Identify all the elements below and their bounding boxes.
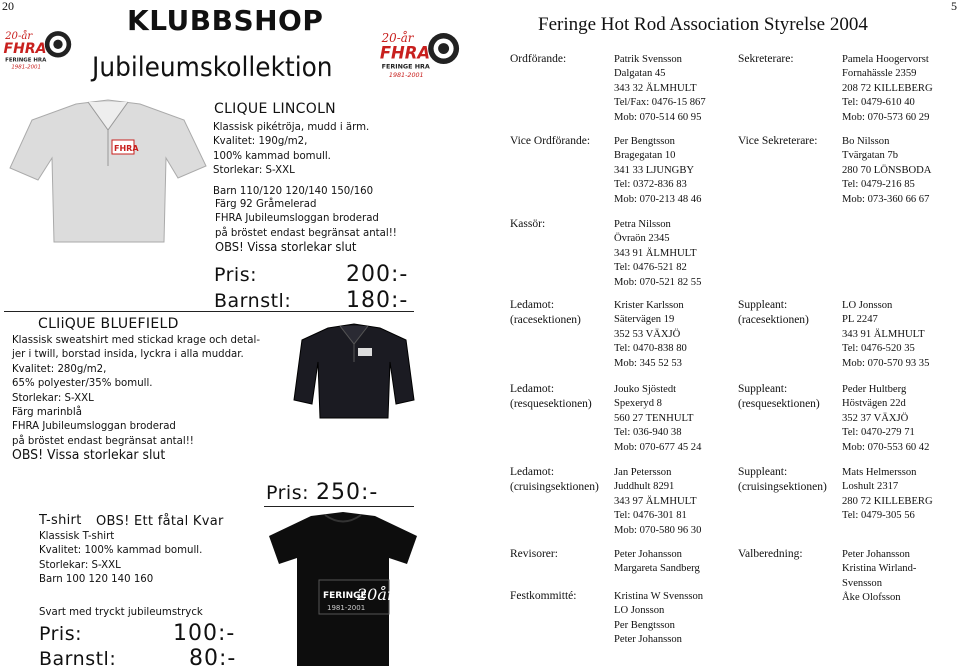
board-role-line: Ordförande: — [510, 53, 567, 65]
contact-line: Tel/Fax: 0476-15 867 — [614, 97, 706, 109]
contact-line: 343 91 ÄLMHULT — [842, 328, 925, 340]
board-role-line: Ledamot: — [510, 466, 555, 478]
logo-years-text: 1981-2001 — [388, 70, 424, 79]
product-color-lincoln — [215, 197, 397, 255]
board-role — [738, 465, 827, 494]
contact-line: 352 37 VÄXJÖ — [842, 412, 909, 424]
sweatshirt-image — [292, 322, 416, 422]
member-name: LO Jonsson — [842, 300, 893, 311]
board-role — [510, 134, 590, 149]
product-desc-bluefield — [12, 333, 260, 448]
contact-line: Tel: 036-940 38 — [614, 427, 682, 439]
board-contact — [842, 53, 933, 125]
member-name: Peter Johansson — [614, 549, 682, 560]
contact-line: PL 2247 — [842, 314, 878, 326]
board-role — [510, 217, 545, 232]
desc-line: Storlekar: S-XXL — [39, 558, 121, 571]
product-title-lincoln: CLIQUE LINCOLN — [214, 101, 336, 117]
desc-line: Klassisk pikétröja, mudd i ärm. — [213, 121, 370, 133]
divider — [4, 311, 414, 312]
board-contact — [614, 135, 701, 207]
price-label: Pris: — [214, 264, 258, 286]
print-line: Svart med tryckt jubileumstryck — [39, 606, 203, 618]
contact-line: Svensson — [842, 577, 883, 589]
contact-line: Spexeryd 8 — [614, 398, 662, 410]
tshirt-image — [267, 510, 419, 668]
board-role-line: Revisorer: — [510, 548, 558, 560]
divider — [264, 506, 414, 507]
contact-line: Tel: 0476-520 35 — [842, 343, 915, 355]
board-role-line: Ledamot: — [510, 299, 555, 311]
contact-line: Mob: 070-213 48 46 — [614, 193, 702, 205]
contact-line: Höstvägen 22d — [842, 398, 906, 410]
board-role — [738, 134, 817, 149]
svg-text:20år: 20år — [357, 585, 395, 604]
board-role-line: Sekreterare: — [738, 53, 794, 65]
board-role-line: Ledamot: — [510, 383, 555, 395]
contact-line: 343 32 ÄLMHULT — [614, 82, 697, 94]
contact-line: 280 72 KILLEBERG — [842, 495, 933, 507]
notice-text: OBS! Vissa storlekar slut — [215, 240, 357, 255]
svg-text:1981-2001: 1981-2001 — [327, 604, 366, 612]
contact-line: Mob: 070-521 82 55 — [614, 276, 702, 288]
logo-fhra-text: FHRA — [3, 40, 47, 57]
board-role-line: (cruisingsektionen) — [510, 480, 599, 493]
board-role — [510, 547, 558, 562]
contact-line: Margareta Sandberg — [614, 563, 700, 575]
notice-text: OBS! Vissa storlekar slut — [12, 448, 166, 463]
board-role-line: (resquesektionen) — [738, 397, 820, 410]
desc-line: Klassisk sweatshirt med stickad krage och detal- — [12, 334, 260, 346]
contact-line: Loshult 2317 — [842, 481, 899, 493]
product-title-bluefield: CLIiQUE BLUEFIELD — [38, 316, 179, 332]
contact-line: 208 72 KILLEBERG — [842, 82, 933, 94]
desc-line: Färg marinblå — [12, 406, 82, 419]
svg-text:FERINGE: FERINGE — [323, 591, 367, 601]
contact-line: Tel: 0479-216 85 — [842, 179, 915, 191]
board-contact — [842, 466, 933, 524]
desc-line: på bröstet endast begränsat antal!! — [12, 434, 194, 447]
board-contact — [614, 466, 701, 538]
fhra-logo-icon — [2, 26, 72, 72]
contact-line: Mob: 070-570 93 35 — [842, 357, 930, 369]
product-desc-tshirt — [39, 529, 202, 587]
member-price-value: 80:- — [189, 646, 237, 671]
svg-text:FHRA: FHRA — [114, 144, 139, 153]
board-role-line: Suppleant: — [738, 299, 788, 311]
board-contact — [842, 548, 916, 606]
left-page-number: 20 — [2, 0, 14, 13]
board-title: Feringe Hot Rod Association Styrelse 2004 — [538, 14, 868, 35]
contact-line: 352 53 VÄXJÖ — [614, 328, 681, 340]
board-contact — [842, 135, 931, 207]
logo-20ar-text: 20-år — [381, 31, 414, 46]
price-value: 250:- — [316, 480, 379, 505]
page-heading: KLUBBSHOP — [127, 4, 324, 37]
member-name: Jouko Sjöstedt — [614, 384, 677, 395]
logo-fhra-text: FHRA — [379, 43, 431, 63]
contact-line: Övraön 2345 — [614, 233, 670, 245]
board-contact — [614, 590, 703, 648]
board-role-line: Vice Sekreterare: — [738, 135, 818, 147]
member-name: Peter Johansson — [842, 549, 910, 560]
member-name: Peder Hultberg — [842, 384, 907, 395]
price-label: Pris: — [266, 482, 310, 504]
board-role — [510, 382, 592, 411]
board-contact — [842, 299, 929, 371]
member-price-value: 180:- — [346, 288, 409, 313]
board-role — [738, 547, 803, 562]
notice-text: OBS! Ett fåtal Kvar — [96, 514, 224, 529]
contact-line: Mob: 073-360 66 67 — [842, 193, 930, 205]
contact-line: 343 97 ÄLMHULT — [614, 495, 697, 507]
product-desc-lincoln — [213, 120, 373, 198]
contact-line: 280 70 LÖNSBODA — [842, 164, 932, 176]
logo-feringe-text: FERINGE HRA — [5, 57, 47, 64]
logo-20ar-text: 20-år — [5, 30, 33, 42]
board-role-line: (resquesektionen) — [510, 397, 592, 410]
contact-line: Mob: 345 52 53 — [614, 357, 682, 369]
desc-line: Barn 100 120 140 160 — [39, 573, 154, 586]
polo-shirt-image — [6, 96, 211, 246]
price-value: 100:- — [173, 621, 236, 646]
page-subheading: Jubileumskollektion — [92, 52, 333, 83]
member-name: Kristina W Svensson — [614, 591, 704, 602]
desc-line: Kvalitet: 100% kammad bomull. — [39, 544, 203, 557]
desc-line: Barn 110/120 120/140 150/160 — [213, 184, 374, 197]
desc-line: Storlekar: S-XXL — [213, 164, 295, 177]
contact-line: Tel: 0372-836 83 — [614, 179, 687, 191]
board-role-line: Festkommitté: — [510, 590, 577, 602]
contact-line: Mob: 070-573 60 29 — [842, 111, 930, 123]
contact-line: Dalgatan 45 — [614, 68, 666, 80]
desc-line: FHRA Jubileumsloggan broderad — [12, 420, 176, 433]
fhra-logo-icon — [378, 28, 460, 80]
board-role — [510, 589, 576, 604]
member-name: Krister Karlsson — [614, 300, 684, 311]
member-price-label: Barnstl: — [214, 290, 292, 312]
board-contact — [614, 53, 706, 125]
desc-line: Kvalitet: 190g/m2, — [213, 135, 308, 148]
member-name: Pamela Hoogervorst — [842, 54, 929, 65]
contact-line: Peter Johansson — [614, 634, 682, 646]
board-role-line: (racesektionen) — [510, 313, 581, 326]
contact-line: Tel: 0479-305 56 — [842, 510, 915, 522]
product-title-tshirt: T-shirt — [39, 513, 82, 528]
member-name: Bo Nilsson — [842, 136, 890, 147]
board-contact — [614, 383, 701, 455]
board-contact — [614, 548, 700, 577]
board-role — [510, 465, 599, 494]
contact-line: Mob: 070-580 96 30 — [614, 524, 702, 536]
contact-line: 341 33 LJUNGBY — [614, 164, 695, 176]
board-contact — [614, 299, 687, 371]
contact-line: Mob: 070-553 60 42 — [842, 441, 930, 453]
contact-line: 560 27 TENHULT — [614, 412, 694, 424]
member-name: Jan Petersson — [614, 467, 672, 478]
desc-line: på bröstet endast begränsat antal!! — [215, 226, 397, 239]
board-contact — [614, 218, 701, 290]
contact-line: Tel: 0476-521 82 — [614, 262, 687, 274]
contact-line: Juddhult 8291 — [614, 481, 675, 493]
contact-line: Sätervägen 19 — [614, 314, 675, 326]
contact-line: Tel: 0470-838 80 — [614, 343, 687, 355]
right-page-number: 5 — [951, 0, 957, 13]
contact-line: Tel: 0479-610 40 — [842, 97, 915, 109]
desc-line: 65% polyester/35% bomull. — [12, 377, 153, 390]
member-name: Mats Helmersson — [842, 467, 917, 478]
desc-line: Kvalitet: 280g/m2, — [12, 362, 107, 375]
contact-line: Mob: 070-514 60 95 — [614, 111, 702, 123]
board-role — [510, 298, 581, 327]
contact-line: Åke Olofsson — [842, 592, 901, 604]
price-value: 200:- — [346, 262, 409, 287]
contact-line: Mob: 070-677 45 24 — [614, 441, 702, 453]
desc-line: Klassisk T-shirt — [39, 530, 115, 542]
desc-line: FHRA Jubileumsloggan broderad — [215, 212, 379, 225]
board-role-line: Kassör: — [510, 218, 546, 230]
desc-line: Färg 92 Gråmelerad — [215, 198, 317, 210]
contact-line: Tel: 0470-279 71 — [842, 427, 915, 439]
contact-line: 343 91 ÄLMHULT — [614, 247, 697, 259]
board-role — [510, 52, 566, 67]
board-role-line: (cruisingsektionen) — [738, 480, 827, 493]
member-price-label: Barnstl: — [39, 648, 117, 670]
board-role — [738, 298, 809, 327]
board-role-line: (racesektionen) — [738, 313, 809, 326]
logo-feringe-text: FERINGE HRA — [381, 62, 430, 71]
board-role-line: Suppleant: — [738, 383, 788, 395]
logo-years-text: 1981-2001 — [11, 64, 41, 71]
board-contact — [842, 383, 929, 455]
desc-line: Storlekar: S-XXL — [12, 391, 94, 404]
contact-line: Per Bengtsson — [614, 619, 675, 631]
board-role-line: Vice Ordförande: — [510, 135, 591, 147]
contact-line: Tel: 0476-301 81 — [614, 510, 687, 522]
contact-line: Kristina Wirland- — [842, 563, 917, 575]
contact-line: Bragegatan 10 — [614, 150, 676, 162]
price-label: Pris: — [39, 623, 83, 645]
board-role-line: Suppleant: — [738, 466, 788, 478]
member-name: Per Bengtsson — [614, 136, 675, 147]
desc-line: 100% kammad bomull. — [213, 149, 331, 162]
contact-line: LO Jonsson — [614, 605, 665, 617]
member-name: Patrik Svensson — [614, 54, 682, 65]
contact-line: Tvärgatan 7b — [842, 150, 898, 162]
member-name: Petra Nilsson — [614, 219, 671, 230]
desc-line: jer i twill, borstad insida, lyckra i alla muddar. — [12, 348, 244, 361]
board-role-line: Valberedning: — [738, 548, 803, 560]
contact-line: Fornahässle 2359 — [842, 68, 917, 80]
board-role — [738, 382, 820, 411]
board-role — [738, 52, 794, 67]
